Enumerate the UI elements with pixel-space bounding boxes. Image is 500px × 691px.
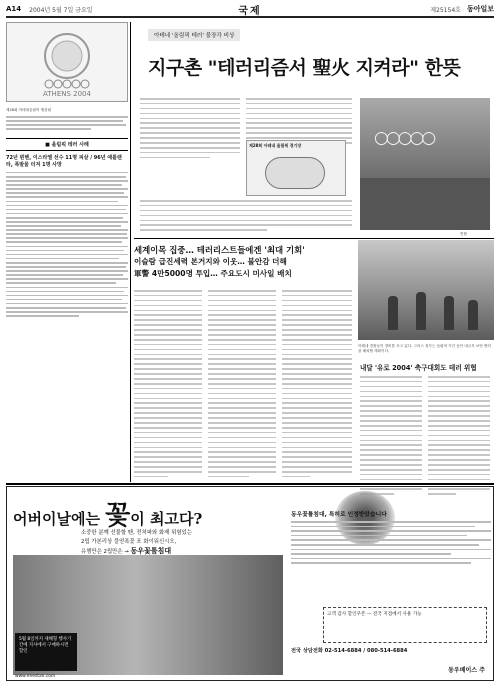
ad-phone-numbers: 전국 상담전화 02-514-6884 / 080-514-6884 [291, 648, 408, 654]
sidebar-title: ■ 올림픽 테러 사례 [6, 138, 128, 151]
ad-description [81, 529, 192, 557]
article-body-col3 [140, 200, 352, 234]
left-column [6, 22, 128, 482]
euro-body-col1 [360, 376, 422, 498]
lower-body-col1 [134, 290, 202, 481]
main-article [134, 22, 494, 90]
subhead-1: 세계이목 집중… 테러리스트들에겐 '최대 기회' [134, 245, 305, 255]
column-divider [130, 22, 131, 482]
page-number: A14 [6, 5, 22, 13]
athens-emblem-image [6, 22, 128, 102]
emblem-text: ATHENS 2004 [43, 90, 91, 98]
ad-tagline-flower: 꽃 [105, 501, 131, 531]
issue-date: 2004년 5월 7일 금요일 [29, 6, 93, 14]
lower-body-col3 [282, 290, 352, 481]
article-body-col1 [140, 98, 240, 162]
sidebar-body [6, 172, 128, 317]
inset-map-title: 제28회 아테네 올림픽 경기장 [249, 143, 302, 148]
ad-divider [6, 483, 494, 485]
ad-coupon: 고객 감사 할인쿠폰 — 전국 지점에서 사용 가능 [323, 607, 487, 643]
ad-brand-inline: 동우꽃툴침대 [130, 547, 172, 555]
photo1-credit: 연합 [460, 232, 467, 236]
ad-url: www.enestan.com [15, 674, 56, 679]
ad-desc-line3: 유행만은 2립만은 → [81, 549, 129, 555]
bed-advertisement [6, 486, 494, 681]
ad-brand-logo: 동우베이스 주 [448, 667, 485, 674]
subhead-2: 이슬람 급진세력 본거지와 이웃… 불안감 더해 [134, 257, 287, 266]
ad-tagline [13, 495, 202, 532]
photo2-caption: 아테네 경찰들이 경비를 서고 있다. 그리스 정부는 올림픽 기간 동안 대규모 보안 병력을 배치할 계획이다. [358, 344, 491, 353]
subhead-3: 軍警 4만5000명 투입… 주요도시 미사일 배치 [134, 269, 292, 278]
olympic-stadium-photo [360, 98, 490, 230]
stadium-inset-map [246, 140, 346, 196]
emblem-caption: 제28회 아테네올림픽 엠블럼 [6, 108, 52, 112]
ad-tagline-pre: 어버이날에는 [13, 510, 106, 528]
olympic-rings-icon: ○○○○○ [374, 128, 434, 148]
article-kicker: 아테네 '올림픽 테러' 불장각 비상 [148, 29, 240, 41]
caption-text-block [6, 116, 128, 130]
police-guards-photo [358, 240, 494, 340]
stadium-shape [265, 157, 325, 189]
article-headline: 지구촌 "테러리즘서 聖火 지켜라" 한뜻 [148, 57, 461, 79]
ad-desc-line2: 2립 가본리상 블얻폭꽃 포 화이워신시오, [81, 539, 177, 545]
ad-right-title: 동우꽃툴침대, 특허로 인정받았습니다 [291, 512, 387, 518]
newspaper-logo: 동아일보 [466, 5, 494, 13]
lower-body-col2 [208, 290, 276, 481]
ad-tagline-post: 이 최고다? [130, 510, 203, 528]
ad-desc-line1: 소중한 분께 선물할 땐, 전처파와 화제 위험있는 [81, 530, 192, 536]
ad-info-box: 5월 8일까지 새해형 행사기간에 지사에서 구매하시면 할인 [15, 633, 77, 671]
ad-right-body [291, 521, 491, 567]
sidebar-headline: 72년 뮌헨, 이스라엘 선수 11명 피살 / 96년 애틀랜타, 폭발물 터져 1명 사망 [6, 154, 122, 168]
issue-number: 제25154호 [430, 6, 461, 14]
olive-wreath-icon [17, 26, 117, 98]
article-subheads [134, 244, 354, 280]
section-title: 국제 [238, 5, 262, 17]
page-header [6, 2, 494, 18]
euro-body-col2 [428, 376, 490, 498]
euro2004-headline: 내달 '유로 2004' 축구대회도 테러 위협 [360, 364, 477, 372]
section-divider [134, 238, 494, 239]
